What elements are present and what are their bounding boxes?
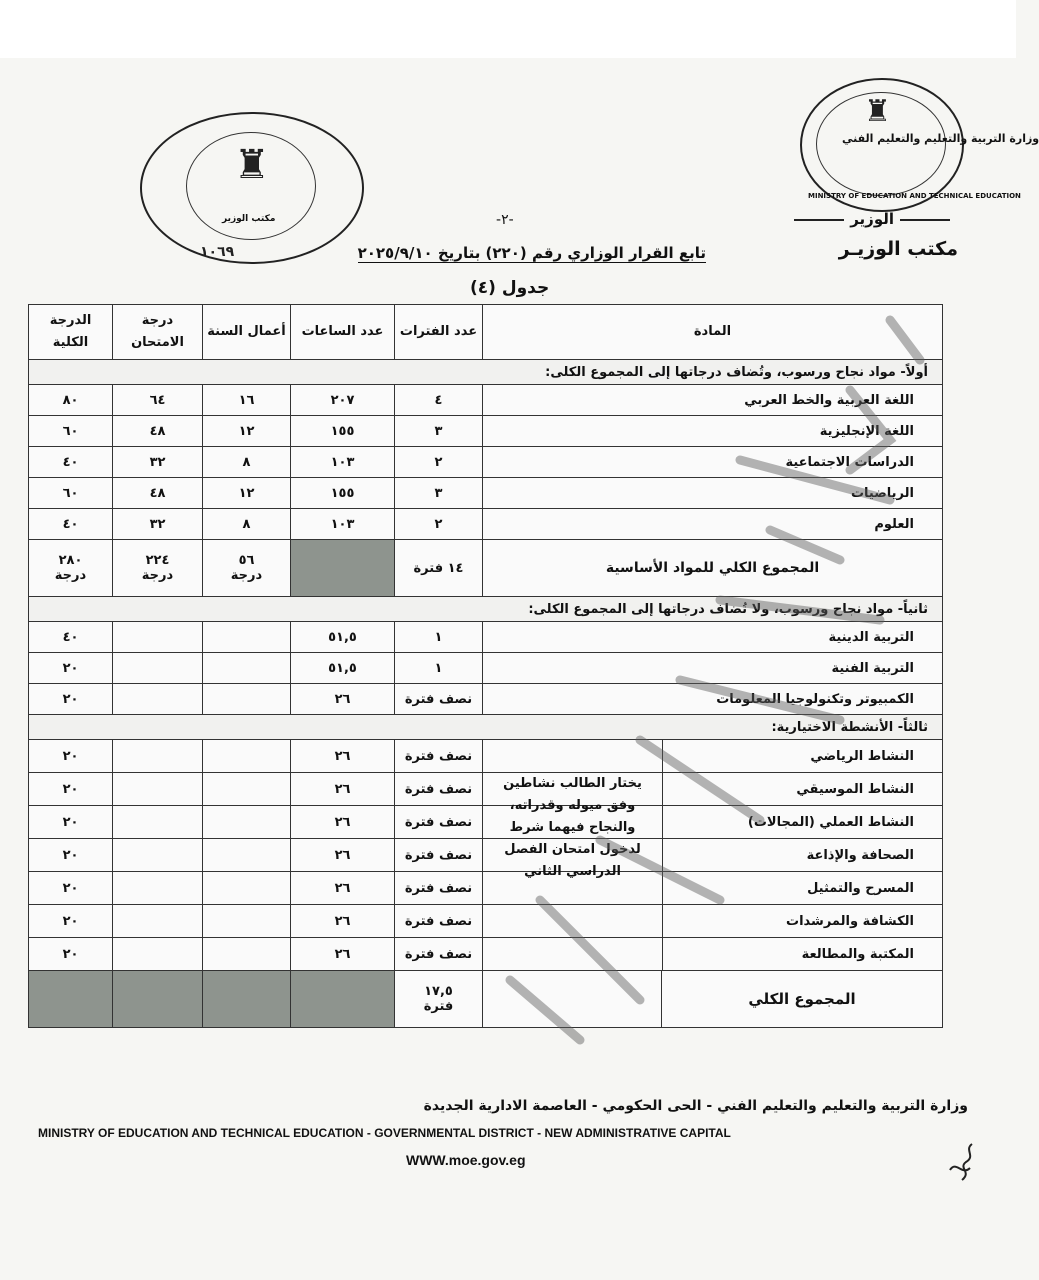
hours-cell: ٢٦ [291, 806, 395, 839]
empty-cell [113, 938, 203, 971]
activity-note-line: والنجاح فيهما شرط [509, 820, 636, 835]
year-work-cell: ١٦ [203, 385, 291, 416]
periods-cell: ٢ [395, 509, 483, 540]
minister-label: الوزير [788, 210, 956, 228]
subject-cell: الكمبيوتر وتكنولوجيا المعلومات [483, 684, 943, 715]
year-work-cell: ٨ [203, 447, 291, 478]
subject-cell: النشاط الموسيقي [662, 773, 942, 805]
hours-cell: ٢٦ [291, 938, 395, 971]
shaded-cell [29, 971, 113, 1028]
empty-cell [113, 740, 203, 773]
periods-cell: نصف فترة [395, 905, 483, 938]
empty-cell [203, 839, 291, 872]
subtotal-year: ٥٦ درجة [203, 540, 291, 597]
periods-cell: نصف فترة [395, 684, 483, 715]
total-cell: ٢٠ [29, 872, 113, 905]
empty-cell [203, 684, 291, 715]
empty-cell [203, 905, 291, 938]
shaded-cell [203, 971, 291, 1028]
section-heading-1: أولاً- مواد نجاح ورسوب، وتُضاف درجاتها إلى المجموع الكلى: [29, 360, 943, 385]
periods-cell: نصف فترة [395, 872, 483, 905]
total-cell: ٦٠ [29, 416, 113, 447]
col-total: الدرجة الكلية [29, 305, 113, 360]
activity-row-cell [483, 905, 943, 938]
grand-total-periods: ١٧,٥ فترة [395, 971, 483, 1028]
subject-cell: التربية الفنية [483, 653, 943, 684]
activity-row-cell [483, 740, 943, 773]
hours-cell: ٢٦ [291, 740, 395, 773]
total-cell: ٢٠ [29, 839, 113, 872]
periods-cell: نصف فترة [395, 740, 483, 773]
subject-cell: الدراسات الاجتماعية [483, 447, 943, 478]
subtotal-exam: ٢٢٤ درجة [113, 540, 203, 597]
table-row [29, 416, 943, 447]
empty-cell [113, 653, 203, 684]
periods-cell: ٤ [395, 385, 483, 416]
eagle-emblem-icon: ♜ [234, 142, 270, 188]
total-cell: ٢٠ [29, 684, 113, 715]
subject-cell: النشاط العملي (المجالات) [662, 806, 942, 838]
footer-website: WWW.moe.gov.eg [406, 1152, 526, 1168]
hours-cell: ١٠٣ [291, 447, 395, 478]
empty-cell [113, 684, 203, 715]
grand-total-row [29, 971, 943, 1028]
empty-cell [113, 773, 203, 806]
subject-cell: الرياضيات [483, 478, 943, 509]
year-work-cell: ١٢ [203, 416, 291, 447]
year-work-cell: ١٢ [203, 478, 291, 509]
seal-arabic-text: وزارة التربية والتعليم والتعليم الفني [842, 132, 1039, 145]
table-row [29, 385, 943, 416]
table-row [29, 740, 943, 773]
hours-cell: ١٠٣ [291, 509, 395, 540]
periods-cell: نصف فترة [395, 773, 483, 806]
col-periods: عدد الفترات [395, 305, 483, 360]
table-row [29, 447, 943, 478]
periods-cell: نصف فترة [395, 806, 483, 839]
decree-reference: تابع القرار الوزاري رقم (٢٢٠) بتاريخ ٢٠٢٥/٩/١٠ [357, 244, 706, 262]
total-cell: ٨٠ [29, 385, 113, 416]
hours-cell: ٢٦ [291, 773, 395, 806]
col-subject: المادة [483, 305, 943, 360]
empty-cell [203, 806, 291, 839]
exam-cell: ٦٤ [113, 385, 203, 416]
total-cell: ٢٠ [29, 740, 113, 773]
seal-english-text: MINISTRY OF EDUCATION AND TECHNICAL EDUCATION [808, 192, 1021, 200]
periods-cell: ٣ [395, 416, 483, 447]
note-area [483, 905, 662, 937]
empty-cell [113, 872, 203, 905]
subject-cell: اللغة الإنجليزية [483, 416, 943, 447]
page-number: -٢- [496, 212, 514, 228]
table-row [29, 684, 943, 715]
total-cell: ٤٠ [29, 622, 113, 653]
shaded-cell [291, 971, 395, 1028]
section-heading-2: ثانياً- مواد نجاح ورسوب، ولا تُضاف درجاتها إلى المجموع الكلى: [29, 597, 943, 622]
periods-cell: نصف فترة [395, 938, 483, 971]
note-area [483, 740, 662, 772]
hours-cell: ٥١,٥ [291, 653, 395, 684]
table-row [29, 905, 943, 938]
subject-cell: المسرح والتمثيل [662, 872, 942, 904]
year-work-cell: ٨ [203, 509, 291, 540]
handwritten-signature [942, 1140, 990, 1184]
total-cell: ٢٠ [29, 905, 113, 938]
total-cell: ٤٠ [29, 447, 113, 478]
minister-office-seal [140, 112, 364, 264]
activity-note-line: الدراسي الثاني [524, 864, 621, 879]
eagle-emblem-icon: ♜ [864, 94, 891, 129]
subtotal-label: المجموع الكلي للمواد الأساسية [483, 540, 943, 597]
subject-cell: التربية الدينية [483, 622, 943, 653]
total-cell: ٢٠ [29, 773, 113, 806]
col-hours: عدد الساعات [291, 305, 395, 360]
periods-cell: ٢ [395, 447, 483, 478]
total-cell: ٤٠ [29, 509, 113, 540]
total-cell: ٢٠ [29, 653, 113, 684]
empty-cell [113, 839, 203, 872]
empty-cell [203, 938, 291, 971]
table-row [29, 773, 943, 806]
table-header-row [29, 305, 943, 360]
subtotal-row [29, 540, 943, 597]
scan-top-margin [0, 0, 1016, 58]
grades-table [28, 304, 943, 1028]
hours-cell: ٥١,٥ [291, 622, 395, 653]
activity-note [483, 773, 662, 883]
ministry-seal-right [800, 78, 1039, 212]
empty-cell [203, 773, 291, 806]
office-label: مكتب الوزيـر [838, 238, 958, 260]
empty-cell [203, 653, 291, 684]
hours-cell: ٢٦ [291, 684, 395, 715]
table-row [29, 478, 943, 509]
footer-arabic-address: وزارة التربية والتعليم والتعليم الفني - الحى الحكومي - العاصمة الادارية الجديدة [423, 1098, 968, 1114]
empty-cell [113, 905, 203, 938]
table-title: جدول (٤) [470, 278, 550, 298]
empty-cell [203, 872, 291, 905]
subject-cell: الكشافة والمرشدات [662, 905, 942, 937]
stamp-number: ١٠٦٩ [200, 244, 235, 260]
exam-cell: ٣٢ [113, 447, 203, 478]
periods-cell: نصف فترة [395, 839, 483, 872]
periods-cell: ٣ [395, 478, 483, 509]
footer-english-address: MINISTRY OF EDUCATION AND TECHNICAL EDUCATION - GOVERNMENTAL DISTRICT - NEW ADMINISTRATIVE CAPITAL [38, 1126, 731, 1140]
periods-cell: ١ [395, 622, 483, 653]
activity-row-cell [483, 938, 943, 971]
subject-cell: الصحافة والإذاعة [662, 839, 942, 871]
total-cell: ٢٠ [29, 938, 113, 971]
table-row [29, 622, 943, 653]
hours-cell: ٢٦ [291, 905, 395, 938]
shaded-cell [113, 971, 203, 1028]
empty-cell [113, 806, 203, 839]
empty-cell [113, 622, 203, 653]
note-area [483, 773, 662, 879]
exam-cell: ٣٢ [113, 509, 203, 540]
subject-cell: العلوم [483, 509, 943, 540]
hours-cell: ٢٦ [291, 872, 395, 905]
grand-total-label: المجموع الكلي [661, 971, 942, 1027]
empty-cell [203, 740, 291, 773]
subject-cell: النشاط الرياضي [662, 740, 942, 772]
seal-office-text: مكتب الوزير [222, 214, 276, 224]
periods-cell: ١ [395, 653, 483, 684]
exam-cell: ٤٨ [113, 416, 203, 447]
activity-note-line: لدخول امتحان الفصل [504, 842, 641, 857]
col-year-work: أعمال السنة [203, 305, 291, 360]
subject-cell: المكتبة والمطالعة [662, 938, 942, 970]
note-area [483, 938, 662, 970]
total-cell: ٢٠ [29, 806, 113, 839]
activity-note-line: يختار الطالب نشاطين [503, 776, 642, 791]
hours-cell: ٢٦ [291, 839, 395, 872]
table-row [29, 509, 943, 540]
exam-cell: ٤٨ [113, 478, 203, 509]
section-heading-3: ثالثاً- الأنشطة الاختيارية: [29, 715, 943, 740]
hours-cell: ١٥٥ [291, 478, 395, 509]
empty-cell [203, 622, 291, 653]
subtotal-periods: ١٤ فترة [395, 540, 483, 597]
hours-cell: ٢٠٧ [291, 385, 395, 416]
subject-cell: اللغة العربية والخط العربي [483, 385, 943, 416]
activity-note-line: وفق ميوله وقدراته، [509, 798, 636, 813]
subtotal-total: ٢٨٠ درجة [29, 540, 113, 597]
col-exam: درجة الامتحان [113, 305, 203, 360]
table-row [29, 938, 943, 971]
table-row [29, 653, 943, 684]
total-cell: ٦٠ [29, 478, 113, 509]
hours-cell: ١٥٥ [291, 416, 395, 447]
shaded-cell [291, 540, 395, 597]
